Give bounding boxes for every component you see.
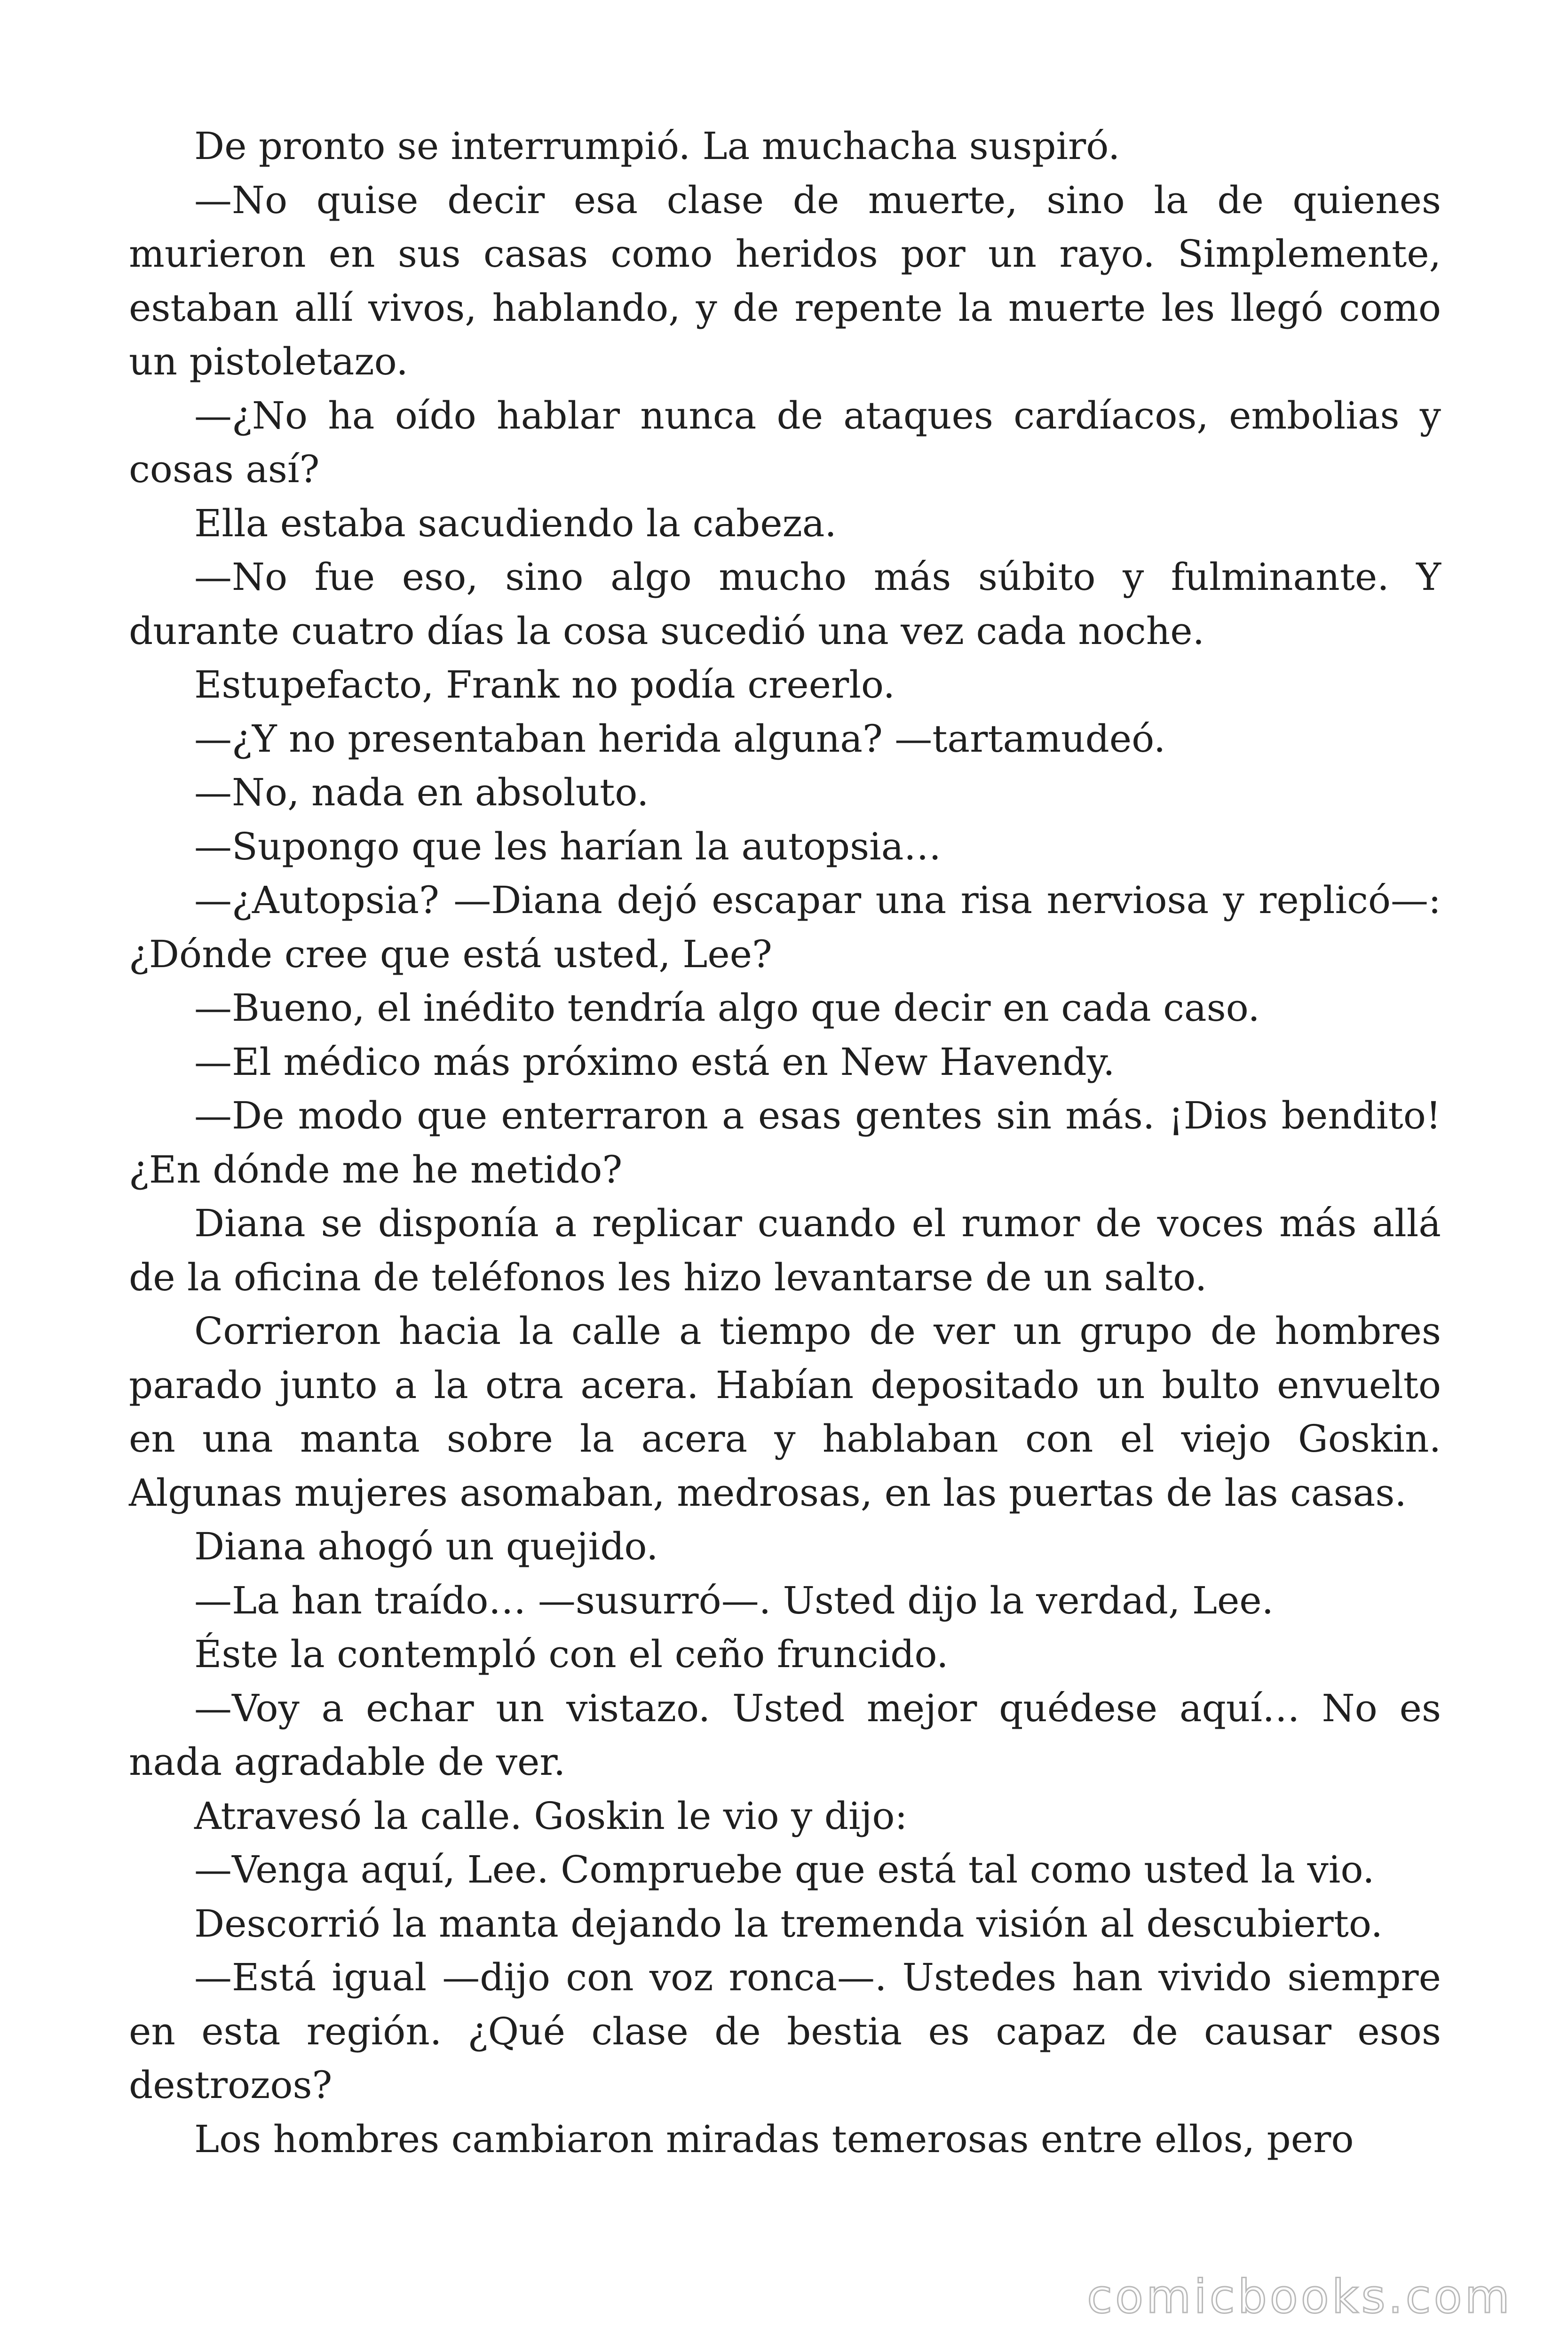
paragraph: —La han traído… —susurró—. Usted dijo la verdad, Lee.	[194, 1578, 1274, 1622]
page-text	[129, 119, 1441, 2166]
watermark: comicbooks.com	[1087, 2270, 1513, 2324]
paragraph: Los hombres cambiaron miradas temerosas entre ellos, pero	[194, 2117, 1354, 2161]
paragraph: —¿Y no presentaban herida alguna? —tartamudeó.	[194, 716, 1166, 761]
paragraph: —Venga aquí, Lee. Compruebe que está tal como usted la vio.	[194, 1848, 1375, 1891]
paragraph: —¿No ha oído hablar nunca de ataques cardíacos, embolias y cosas así?	[129, 393, 1441, 491]
paragraph: —Está igual —dijo con voz ronca—. Ustedes han vivido siempre en esta región. ¿Qué clase de bestia es capaz de causar esos destrozos?	[129, 1955, 1441, 2107]
paragraph: —No quise decir esa clase de muerte, sino la de quienes murieron en sus casas como heridos por un rayo. Simplemente, estaban allí vivos, hablando, y de repente la muerte les llegó como un pistoletazo.	[129, 178, 1441, 383]
paragraph: Ella estaba sacudiendo la cabeza.	[194, 501, 837, 545]
paragraph: —El médico más próximo está en New Havendy.	[194, 1040, 1115, 1084]
paragraph: —¿Autopsia? —Diana dejó escapar una risa nerviosa y replicó—: ¿Dónde cree que está usted, Lee?	[129, 878, 1441, 976]
paragraph: Atravesó la calle. Goskin le vio y dijo:	[194, 1794, 908, 1838]
paragraph: Estupefacto, Frank no podía creerlo.	[194, 663, 895, 707]
paragraph: —No fue eso, sino algo mucho más súbito y fulminante. Y durante cuatro días la cosa sucedió una vez cada noche.	[129, 555, 1441, 653]
paragraph: Diana ahogó un quejido.	[194, 1525, 658, 1568]
paragraph: Diana se disponía a replicar cuando el rumor de voces más allá de la oficina de teléfonos les hizo levantarse de un salto.	[129, 1201, 1441, 1299]
paragraph: —Voy a echar un vistazo. Usted mejor quédese aquí… No es nada agradable de ver.	[129, 1686, 1441, 1784]
paragraph: —No, nada en absoluto.	[194, 771, 649, 814]
paragraph: —De modo que enterraron a esas gentes sin más. ¡Dios bendito! ¿En dónde me he metido?	[129, 1094, 1441, 1192]
paragraph: De pronto se interrumpió. La muchacha suspiró.	[194, 124, 1120, 168]
paragraph: Corrieron hacia la calle a tiempo de ver un grupo de hombres parado junto a la otra acera. Habían depositado un bulto envuelto en una manta sobre la acera y hablaban con el viejo Goskin. Algunas mujeres asomaban, medrosas, en las puertas de las casas.	[129, 1309, 1441, 1515]
paragraph: —Supongo que les harían la autopsia…	[194, 824, 942, 868]
paragraph: Éste la contempló con el ceño fruncido.	[194, 1632, 949, 1676]
paragraph: —Bueno, el inédito tendría algo que decir en cada caso.	[194, 986, 1260, 1030]
paragraph: Descorrió la manta dejando la tremenda visión al descubierto.	[194, 1901, 1383, 1946]
